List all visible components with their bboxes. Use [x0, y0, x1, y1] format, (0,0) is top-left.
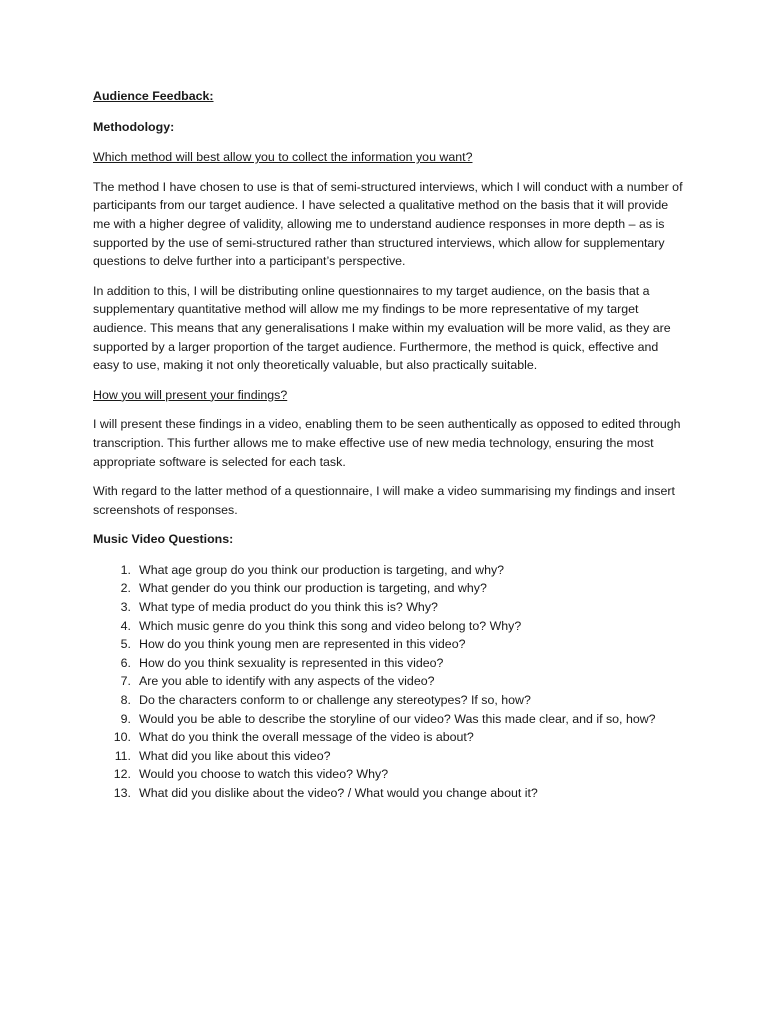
question-text: Are you able to identify with any aspects of the video?: [139, 674, 435, 689]
list-item: [93, 728, 683, 747]
question-number: 10.: [113, 730, 131, 745]
list-item: [93, 598, 683, 617]
question-text: Which music genre do you think this song and video belong to? Why?: [139, 618, 522, 633]
list-item: [93, 710, 683, 729]
list-item: [93, 579, 683, 598]
question-text: What do you think the overall message of the video is about?: [139, 730, 474, 745]
question-number: 3.: [120, 600, 131, 615]
question-text: What age group do you think our production is targeting, and why?: [139, 562, 505, 577]
list-item: [93, 654, 683, 673]
question-number: 9.: [120, 711, 131, 726]
question-number: 11.: [114, 748, 131, 763]
question-number: 1.: [120, 562, 131, 577]
question-text: What did you like about this video?: [139, 748, 331, 763]
section2-question: How you will present your findings?: [93, 387, 288, 402]
document-title: Audience Feedback:: [93, 89, 214, 103]
list-item: [93, 784, 683, 803]
question-number: 7.: [120, 674, 131, 689]
question-number: 6.: [120, 655, 131, 670]
list-item: [93, 561, 683, 580]
question-number: 8.: [120, 693, 131, 708]
question-number: 2.: [120, 581, 131, 596]
question-text: What gender do you think our production is targeting, and why?: [139, 581, 487, 596]
music-video-heading: Music Video Questions:: [93, 532, 234, 547]
list-item: [93, 672, 683, 691]
list-item: [93, 747, 683, 766]
section2-paragraph-1: I will present these findings in a video, enabling them to be seen authentically as opposed to edited through transcription. This further allows me to make effective use of new media technology, ensuring the most appropriate software is selected for each task.: [93, 417, 681, 469]
methodology-heading: Methodology:: [93, 119, 175, 134]
question-number: 5.: [120, 637, 131, 652]
section1-question: Which method will best allow you to collect the information you want?: [93, 150, 473, 165]
question-text: How do you think sexuality is represented in this video?: [139, 655, 444, 670]
section2-paragraph-2: With regard to the latter method of a questionnaire, I will make a video summarising my findings and insert screenshots of responses.: [93, 484, 675, 517]
question-text: Do the characters conform to or challenge any stereotypes? If so, how?: [139, 693, 531, 708]
question-number: 13.: [113, 786, 131, 800]
list-item: [93, 765, 683, 784]
list-item: [93, 617, 683, 636]
list-item: [93, 691, 683, 710]
questions-list: [93, 561, 683, 803]
document-page: [93, 87, 683, 803]
question-text: What type of media product do you think this is? Why?: [139, 600, 438, 615]
list-item: [93, 635, 683, 654]
section1-paragraph-2: In addition to this, I will be distributing online questionnaires to my target audience, on the basis that a supplementary quantitative method will allow me my findings to be more representative of my target audience. This means that any generalisations I make within my evaluation will be more valid, as they are supported by a larger proportion of the target audience. Furthermore, the method is quick, effective and easy to use, making it not only theoretically valuable, but also practically suitable.: [93, 283, 671, 373]
question-text: What did you dislike about the video? / What would you change about it?: [139, 786, 538, 800]
question-text: How do you think young men are represented in this video?: [139, 637, 466, 652]
question-text: Would you be able to describe the storyline of our video? Was this made clear, and if so, how?: [139, 711, 656, 726]
question-text: Would you choose to watch this video? Why?: [139, 767, 389, 782]
section1-paragraph-1: The method I have chosen to use is that of semi-structured interviews, which I will conduct with a number of participants from our target audience. I have selected a qualitative method on the basis that it will provide me with a higher degree of validity, allowing me to understand audience responses in more depth – as is supported by the use of semi-structured rather than structured interviews, which allow for supplementary questions to delve further into a participant’s perspective.: [93, 179, 683, 269]
question-number: 12.: [113, 767, 131, 782]
question-number: 4.: [120, 618, 131, 633]
